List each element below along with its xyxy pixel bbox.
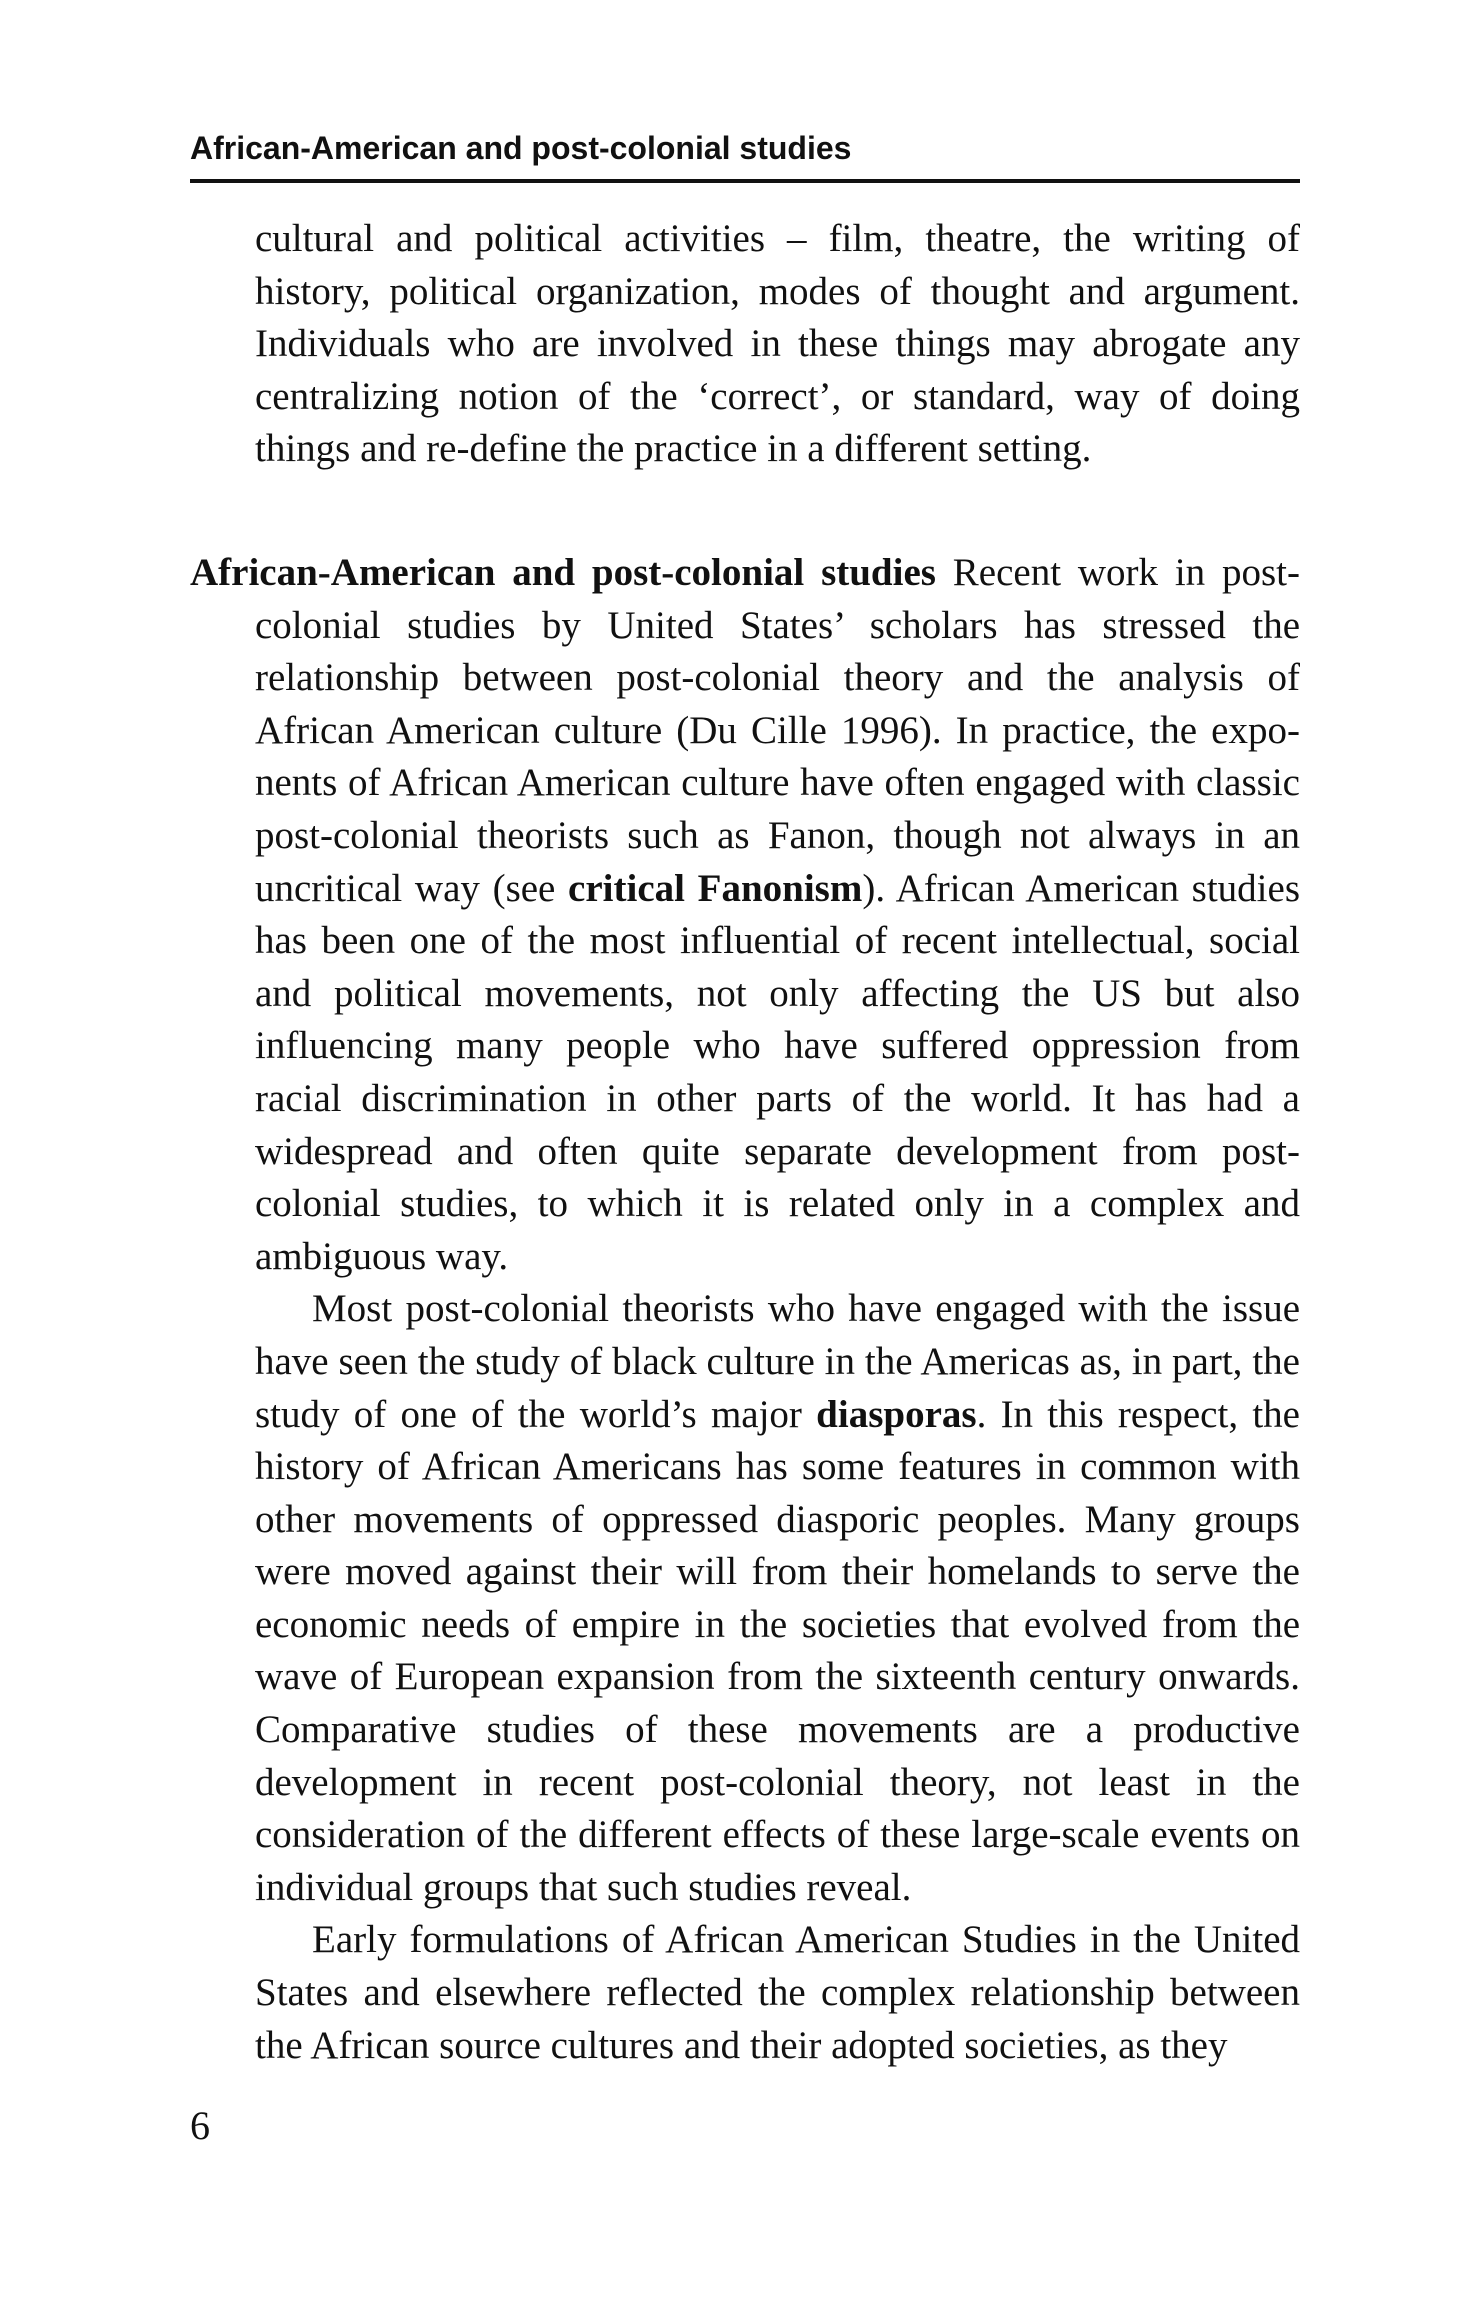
entry-paragraph-1 bbox=[190, 547, 1300, 1283]
running-head: African-American and post-colonial studies bbox=[190, 130, 852, 166]
entry-paragraph-1-text-a: Recent work in post-colonial studies by United States’ scholars has stressed the relationship between post-colonial theory and the analysis of African American culture (Du Cille 1996). In practice, the exponents of African American culture have often engaged with classic post-colonial theorists such as Fanon, though not always in an uncritical way (see bbox=[255, 551, 1300, 910]
dictionary-entry bbox=[190, 547, 1300, 2072]
cross-reference-critical-fanonism: critical Fanonism bbox=[568, 866, 863, 910]
entry-paragraph-2-text-b: . In this respect, the history of African Americans has some features in common with other movements of oppressed diasporic peoples. Many groups were moved against their will from their homelands to serve the economic needs of empire in the societies that evolved from the wave of European expansion from the sixteenth century onwards. Comparative studies of these movements are a productive development in recent post-colonial theory, not least in the consideration of the different effects of these large-scale events on individual groups that such studies reveal. bbox=[255, 1392, 1300, 1909]
entry-paragraph-3: Early formulations of African American Studies in the United States and elsewhere reflected the complex relationship between the African source cultures and their adopted societies, as they bbox=[255, 1918, 1300, 2067]
entry-paragraph-2 bbox=[255, 1283, 1300, 1914]
page-number: 6 bbox=[190, 2103, 210, 2148]
entry-headword: African-American and post-colonial studies bbox=[190, 551, 936, 594]
continuation-paragraph: cultural and political activities – film, theatre, the writing of history, political organization, modes of thought and argument. Individuals who are involved in these things may abrogate any centralizing notion of the ‘correct’, or standard, way of doing things and re-define the practice in a different setting. bbox=[255, 217, 1300, 471]
header-rule bbox=[190, 179, 1300, 183]
entry-paragraph-2-text-a: Most post-colonial theorists who have engaged with the issue have seen the study of black culture in the Americas as, in part, the study of one of the world’s major bbox=[255, 1287, 1300, 1436]
entry-paragraph-1-text-b: ). African American studies has been one of the most influential of recent intellectual, social and political movements, not only affecting the US but also influencing many people who have suffered oppression from racial discrimination in other parts of the world. It has had a widespread and often quite separate development from post-colonial studies, to which it is related only in a complex and ambiguous way. bbox=[255, 866, 1300, 1278]
cross-reference-diasporas: diasporas bbox=[816, 1392, 977, 1436]
